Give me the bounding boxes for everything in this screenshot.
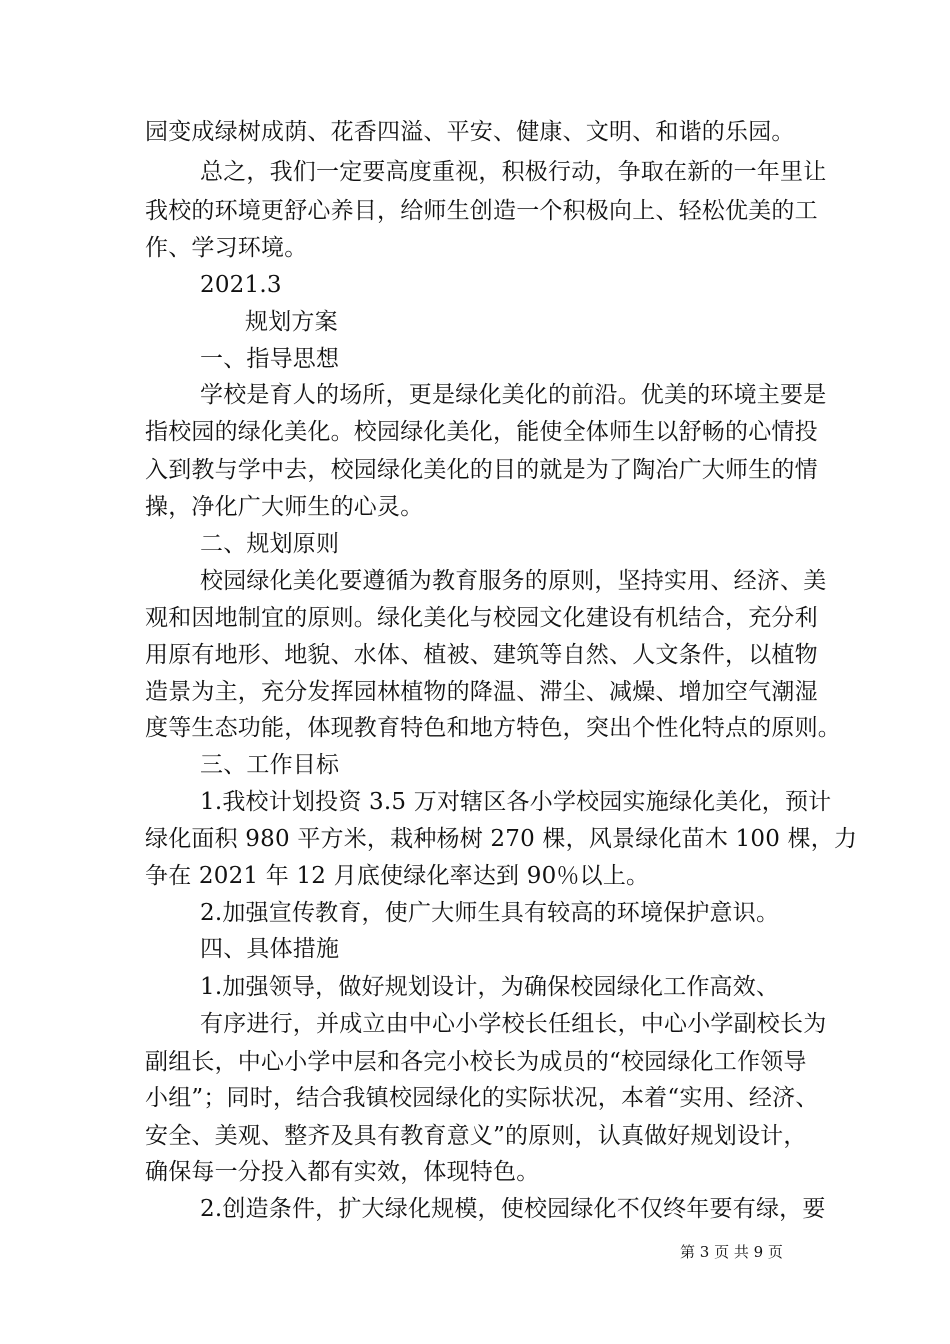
text-line: 园变成绿树成荫、花香四溢、平安、健康、文明、和谐的乐园。	[145, 119, 795, 145]
text-line: 小组”；同时，结合我镇校园绿化的实际状况，本着“实用、经济、	[145, 1085, 819, 1111]
text-line: 指校园的绿化美化。校园绿化美化，能使全体师生以舒畅的心情投	[145, 419, 818, 445]
text-line: 总之，我们一定要高度重视，积极行动，争取在新的一年里让	[200, 159, 827, 185]
text-line: 度等生态功能，体现教育特色和地方特色，突出个性化特点的原则。	[145, 715, 841, 741]
text-line: 1.我校计划投资 3.5 万对辖区各小学校园实施绿化美化，预计	[200, 789, 832, 815]
text-line: 2.创造条件，扩大绿化规模，使校园绿化不仅终年要有绿，要	[200, 1196, 826, 1222]
heading-work-goals: 三、工作目标	[200, 752, 340, 778]
text-line: 校园绿化美化要遵循为教育服务的原则，坚持实用、经济、美	[200, 568, 827, 594]
section-title: 规划方案	[245, 309, 338, 335]
text-line: 造景为主，充分发挥园林植物的降温、滞尘、减燥、增加空气潮湿	[145, 679, 818, 705]
text-line: 副组长，中心小学中层和各完小校长为成员的“校园绿化工作领导	[145, 1049, 807, 1075]
text-line: 有序进行，并成立由中心小学校长任组长，中心小学副校长为	[200, 1011, 827, 1037]
text-line: 用原有地形、地貌、水体、植被、建筑等自然、人文条件，以植物	[145, 642, 818, 668]
text-line: 入到教与学中去，校园绿化美化的目的就是为了陶冶广大师生的情	[145, 457, 818, 483]
text-line: 操，净化广大师生的心灵。	[145, 494, 424, 520]
text-line: 确保每一分投入都有实效，体现特色。	[145, 1159, 540, 1185]
heading-specific-measures: 四、具体措施	[200, 936, 340, 962]
heading-guiding-ideology: 一、指导思想	[200, 346, 340, 372]
text-line: 绿化面积 980 平方米，栽种杨树 270 棵，风景绿化苗木 100 棵，力	[145, 826, 858, 852]
text-line: 争在 2021 年 12 月底使绿化率达到 90％以上。	[145, 863, 650, 889]
text-line: 我校的环境更舒心养目，给师生创造一个积极向上、轻松优美的工	[145, 198, 818, 224]
heading-planning-principles: 二、规划原则	[200, 531, 340, 557]
date-line: 2021.3	[200, 272, 282, 298]
page-number: 第 3 页 共 9 页	[680, 1243, 783, 1261]
text-line: 安全、美观、整齐及具有教育意义”的原则，认真做好规划设计，	[145, 1123, 807, 1149]
text-line: 2.加强宣传教育，使广大师生具有较高的环境保护意识。	[200, 900, 780, 926]
text-line: 1.加强领导，做好规划设计，为确保校园绿化工作高效、	[200, 974, 780, 1000]
text-line: 作、学习环境。	[145, 235, 308, 261]
text-line: 观和因地制宜的原则。绿化美化与校园文化建设有机结合，充分利	[145, 605, 818, 631]
text-line: 学校是育人的场所，更是绿化美化的前沿。优美的环境主要是	[200, 382, 827, 408]
